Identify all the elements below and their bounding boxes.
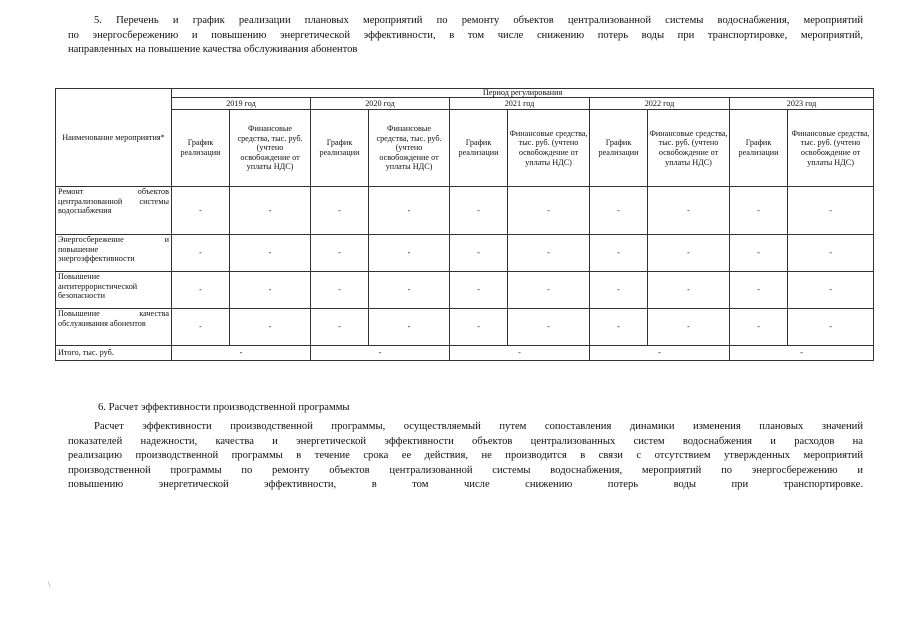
section-6-paragraph <box>68 420 863 493</box>
table-cell: - <box>230 187 311 235</box>
name-column-header: Наименование мероприятия* <box>56 89 172 187</box>
table-subheader-row <box>56 110 874 187</box>
table-cell: - <box>648 235 730 272</box>
table-cell: - <box>508 272 590 309</box>
table-cell: - <box>788 272 874 309</box>
table-cell: - <box>590 187 648 235</box>
table-cell: - <box>590 272 648 309</box>
year-header: 2020 год <box>311 98 450 110</box>
section-5-heading-line: направленных на повышение качества обслуживания абонентов <box>68 44 358 55</box>
table-cell: - <box>369 187 450 235</box>
margin-mark: \ <box>48 580 51 590</box>
table-cell: - <box>172 309 230 346</box>
table-cell: - <box>648 272 730 309</box>
measure-name: Энергосбережение и повышение энергоэффективности <box>56 235 172 272</box>
section-5-heading <box>68 14 863 58</box>
paragraph-line: производственной программы по ремонту объектов централизованной системы водоснабжения, мероприятий по энергосбережению и <box>68 464 863 476</box>
table-cell: - <box>450 309 508 346</box>
section-5-heading-line: по энергосбережению и повышению энергетической эффективности, в том числе снижению потерь воды при транспортировке, мероприятий, <box>68 29 863 41</box>
table-cell: - <box>788 309 874 346</box>
table-cell: - <box>730 309 788 346</box>
schedule-header: График реализации <box>730 110 788 187</box>
total-label: Итого, тыс. руб. <box>56 346 172 361</box>
table-cell: - <box>648 187 730 235</box>
section-6-title: 6. Расчет эффективности производственной программы <box>98 402 350 413</box>
year-header: 2023 год <box>730 98 874 110</box>
table-cell: - <box>311 235 369 272</box>
finance-header: Финансовые средства, тыс. руб. (учтено освобождение от уплаты НДС) <box>648 110 730 187</box>
finance-header: Финансовые средства, тыс. руб. (учтено освобождение от уплаты НДС) <box>508 110 590 187</box>
table-cell: - <box>311 272 369 309</box>
table-cell: - <box>369 272 450 309</box>
year-header: 2019 год <box>172 98 311 110</box>
table-cell: - <box>369 309 450 346</box>
period-header: Период регулирования <box>172 89 874 98</box>
paragraph-line: повышению энергетической эффективности, в том числе снижению потерь воды при транспортировке. <box>68 479 863 490</box>
table-cell: - <box>730 235 788 272</box>
schedule-header: График реализации <box>172 110 230 187</box>
total-cell: - <box>172 346 311 361</box>
paragraph-line: показателей надежности, качества и энергетической эффективности объектов централизованных систем водоснабжения и расходов на <box>68 435 863 447</box>
schedule-header: График реализации <box>450 110 508 187</box>
measure-name: Повышение антитеррористической безопасности <box>56 272 172 309</box>
measure-name: Повышение качества обслуживания абонентов <box>56 309 172 346</box>
table-cell: - <box>172 187 230 235</box>
table-cell: - <box>508 187 590 235</box>
finance-header: Финансовые средства, тыс. руб. (учтено освобождение от уплаты НДС) <box>369 110 450 187</box>
year-header: 2021 год <box>450 98 590 110</box>
total-cell: - <box>590 346 730 361</box>
table-cell: - <box>230 235 311 272</box>
table-cell: - <box>450 272 508 309</box>
table-cell: - <box>450 235 508 272</box>
table-cell: - <box>648 309 730 346</box>
table-cell: - <box>590 309 648 346</box>
measures-schedule-table <box>55 88 874 361</box>
table-cell: - <box>311 309 369 346</box>
table-cell: - <box>369 235 450 272</box>
table-cell: - <box>788 235 874 272</box>
table-header-row <box>56 89 874 98</box>
year-header: 2022 год <box>590 98 730 110</box>
table-cell: - <box>230 309 311 346</box>
table-row <box>56 187 874 235</box>
table-cell: - <box>172 235 230 272</box>
paragraph-line: реализацию производственной программы в течение срока ее действия, не производится в связи с отсутствием утвержденных мероприятий <box>68 450 863 461</box>
table-row <box>56 235 874 272</box>
measure-name: Ремонт объектов централизованной системы водоснабжения <box>56 187 172 235</box>
total-cell: - <box>311 346 450 361</box>
total-cell: - <box>730 346 874 361</box>
table-cell: - <box>590 235 648 272</box>
table-cell: - <box>788 187 874 235</box>
table-row <box>56 272 874 309</box>
schedule-header: График реализации <box>311 110 369 187</box>
table-cell: - <box>508 309 590 346</box>
table-total-row <box>56 346 874 361</box>
table-cell: - <box>311 187 369 235</box>
schedule-header: График реализации <box>590 110 648 187</box>
finance-header: Финансовые средства, тыс. руб. (учтено освобождение от уплаты НДС) <box>230 110 311 187</box>
finance-header: Финансовые средства, тыс. руб. (учтено освобождение от уплаты НДС) <box>788 110 874 187</box>
table-cell: - <box>450 187 508 235</box>
table-cell: - <box>508 235 590 272</box>
total-cell: - <box>450 346 590 361</box>
table-year-row <box>56 98 874 110</box>
table-cell: - <box>230 272 311 309</box>
paragraph-line: Расчет эффективности производственной программы, осуществляемый путем сопоставления динамики изменения плановых значений <box>94 421 863 432</box>
table-cell: - <box>730 187 788 235</box>
section-5-heading-line: 5. Перечень и график реализации плановых мероприятий по ремонту объектов централизованной системы водоснабжения, мероприятий <box>94 15 863 26</box>
table-cell: - <box>172 272 230 309</box>
table-cell: - <box>730 272 788 309</box>
table-row <box>56 309 874 346</box>
